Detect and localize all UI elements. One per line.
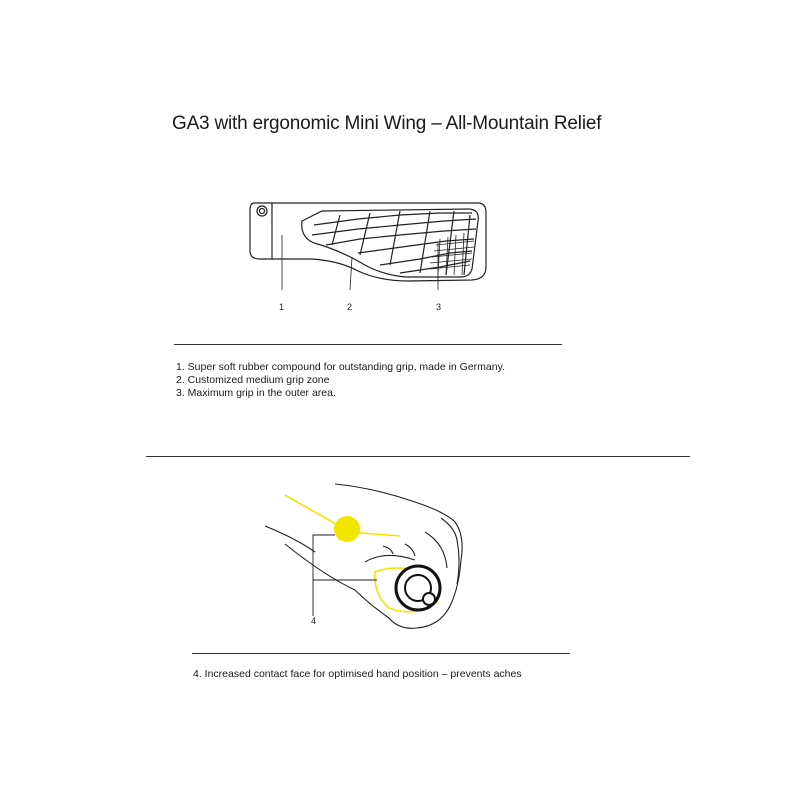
feature-item: 3. Maximum grip in the outer area. <box>176 387 336 399</box>
feature-item: 2. Customized medium grip zone <box>176 374 330 386</box>
grip-illustration <box>240 195 490 290</box>
hand-illustration <box>265 480 475 630</box>
callout-1: 1 <box>279 302 285 312</box>
divider-2 <box>146 456 690 457</box>
callout-2: 2 <box>347 302 353 312</box>
callout-4: 4 <box>311 616 317 626</box>
callout-3: 3 <box>436 302 442 312</box>
clamp-bolt <box>257 206 267 216</box>
divider-1 <box>174 344 562 345</box>
divider-3 <box>192 653 570 654</box>
pressure-point-highlight <box>334 516 360 542</box>
feature-item: 1. Super soft rubber compound for outstanding grip, made in Germany. <box>176 361 505 373</box>
page-title: GA3 with ergonomic Mini Wing – All-Mountain Relief <box>172 113 602 134</box>
feature-list <box>176 361 505 400</box>
feature-note: 4. Increased contact face for optimised hand position – prevents aches <box>193 668 522 680</box>
